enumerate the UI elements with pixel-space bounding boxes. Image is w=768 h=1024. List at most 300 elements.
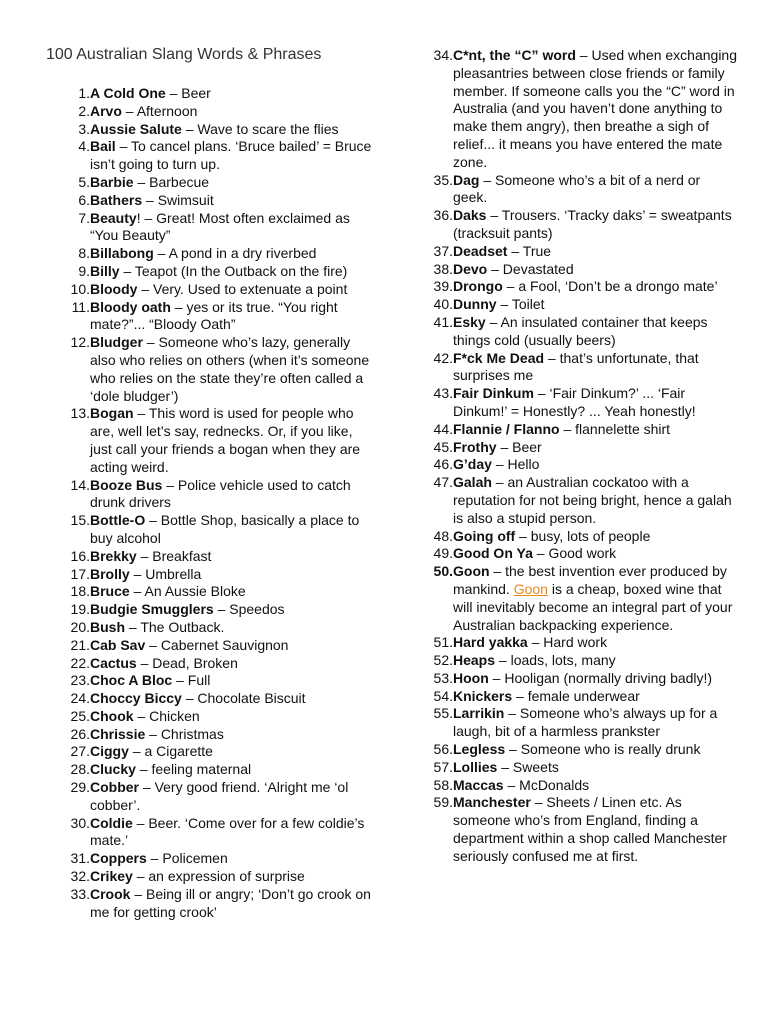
list-item [64, 299, 374, 335]
slang-term: Manchester [453, 794, 531, 811]
item-number: 53. [433, 669, 453, 686]
list-item [64, 886, 374, 922]
item-body [90, 726, 374, 744]
slang-term: Bloody oath [90, 298, 171, 315]
item-body [453, 634, 737, 652]
list-item [64, 477, 374, 513]
item-number: 36. [433, 207, 453, 224]
item-number: 16. [70, 547, 90, 564]
slang-definition: – Hello [491, 456, 540, 473]
slang-term: Maccas [453, 776, 504, 793]
item-number: 58. [433, 776, 453, 793]
slang-term: Good On Ya [453, 545, 533, 562]
slang-term: Budgie Smugglers [90, 601, 214, 618]
list-item [64, 174, 374, 192]
slang-term: Lollies [453, 758, 498, 775]
item-number: 7. [78, 209, 90, 226]
list-item [427, 47, 737, 172]
slang-term: Bogan [90, 405, 134, 422]
item-body [453, 278, 737, 296]
item-number: 52. [433, 652, 453, 669]
slang-definition: – Cabernet Sauvignon [145, 636, 289, 653]
slang-definition: – Beer [496, 438, 542, 455]
slang-term: A Cold One [90, 85, 166, 101]
item-number: 31. [70, 850, 90, 867]
slang-definition: – Beer [165, 85, 211, 101]
slang-definition: – Used when exchanging pleasantries between close friends or family member. If someone calls you the “C” word in Australia (and you haven’t done anything to make them angry), then breathe a sigh of relief... it means you have entered the mate zone. [453, 47, 737, 170]
item-number: 46. [433, 456, 453, 473]
item-number: 12. [70, 334, 90, 351]
slang-definition: – feeling maternal [135, 761, 252, 778]
slang-definition: – Hard work [527, 634, 608, 651]
list-item [64, 548, 374, 566]
item-number: 22. [70, 654, 90, 671]
item-body [90, 690, 374, 708]
item-number: 17. [70, 565, 90, 582]
slang-definition: – Chicken [133, 707, 200, 724]
item-body [90, 761, 374, 779]
list-item [64, 210, 374, 246]
item-body [90, 672, 374, 690]
slang-definition: – Teapot (In the Outback on the fire) [119, 262, 348, 279]
slang-definition: – Someone who’s lazy, generally also who relies on others (when it’s someone who relies on the state they’re often called a ‘dole bludger’) [90, 334, 370, 404]
item-body [90, 601, 374, 619]
list-item [64, 192, 374, 210]
item-body [90, 477, 374, 513]
slang-definition: – an Australian cockatoo with a reputation for not being bright, hence a galah is also a stupid person. [453, 474, 732, 526]
item-number: 25. [70, 707, 90, 724]
list-item [64, 850, 374, 868]
slang-term: Billabong [90, 245, 154, 262]
slang-definition: ! – Great! Most often exclaimed as “You Beauty” [90, 209, 350, 244]
slang-definition: – Sheets / Linen etc. As someone who’s from England, finding a department within a shop called Manchester seriously confused me at first. [453, 794, 727, 864]
list-item [64, 281, 374, 299]
list-item [427, 670, 737, 688]
slang-definition: – An Aussie Bloke [129, 583, 246, 600]
slang-definition: – Beer. ‘Come over for a few coldie’s mate.’ [90, 814, 365, 849]
slang-term: Beauty [90, 209, 137, 226]
slang-term: Coppers [90, 850, 147, 867]
slang-definition: – An insulated container that keeps things cold (usually beers) [453, 313, 708, 348]
item-body [453, 314, 737, 350]
page-title: 100 Australian Slang Words & Phrases [46, 46, 322, 63]
slang-definition: – Dead, Broken [136, 654, 238, 671]
item-number: 30. [70, 814, 90, 831]
slang-term: Brekky [90, 547, 137, 564]
slang-definition: – a Cigarette [128, 743, 213, 760]
item-body [90, 512, 374, 548]
slang-definition: – Someone who is really drunk [505, 741, 701, 758]
list-item [64, 708, 374, 726]
list-item [427, 456, 737, 474]
item-number: 54. [433, 687, 453, 704]
item-number: 18. [70, 583, 90, 600]
item-number: 27. [70, 743, 90, 760]
item-body [453, 474, 737, 527]
item-body [453, 47, 737, 172]
slang-definition: – Devastated [487, 260, 574, 277]
goon-link[interactable]: Goon [513, 580, 548, 597]
list-item [427, 243, 737, 261]
item-body [90, 850, 374, 868]
item-number: 10. [70, 280, 90, 297]
list-item [64, 601, 374, 619]
item-body [453, 350, 737, 386]
list-item [64, 726, 374, 744]
slang-term: Choccy Biccy [90, 690, 182, 707]
item-number: 44. [433, 420, 453, 437]
slang-definition: – Toilet [496, 296, 545, 313]
slang-definition: – female underwear [512, 687, 640, 704]
list-item [427, 474, 737, 527]
item-number: 4. [78, 138, 90, 155]
item-body [90, 103, 374, 121]
slang-definition: – McDonalds [503, 776, 590, 793]
slang-definition: – Policemen [146, 850, 228, 867]
item-body [90, 245, 374, 263]
slang-term: Crook [90, 885, 131, 902]
slang-term: Ciggy [90, 743, 129, 760]
item-number: 19. [70, 601, 90, 618]
slang-term: Bruce [90, 583, 130, 600]
slang-term: Devo [453, 260, 488, 277]
list-item [64, 405, 374, 476]
item-body [90, 548, 374, 566]
slang-definition: – Breakfast [136, 547, 212, 564]
item-number: 6. [78, 191, 90, 208]
item-body [453, 705, 737, 741]
item-number: 11. [71, 298, 90, 315]
slang-term: Aussie Salute [90, 120, 182, 137]
item-number: 2. [78, 102, 90, 119]
slang-definition: – ‘Fair Dinkum?’ ... ‘Fair Dinkum!’ = Honestly? ... Yeah honestly! [453, 385, 696, 419]
list-item [64, 334, 374, 405]
slang-definition: – Very. Used to extenuate a point [137, 280, 348, 297]
item-number: 45. [433, 438, 453, 455]
item-body [453, 261, 737, 279]
item-body [453, 794, 737, 865]
item-body [90, 637, 374, 655]
slang-definition: – Trousers. ‘Tracky daks’ = sweatpants (tracksuit pants) [453, 207, 732, 241]
slang-term: Clucky [90, 761, 136, 778]
list-item [427, 545, 737, 563]
item-number: 23. [70, 672, 90, 689]
item-body [453, 759, 737, 777]
item-body [453, 670, 737, 688]
list-item [427, 741, 737, 759]
slang-term: Cab Sav [90, 636, 146, 653]
item-number: 48. [433, 527, 453, 544]
list-item [64, 121, 374, 139]
slang-definition: – This word is used for people who are, well let’s say, rednecks. Or, if you like, just call your friends a bogan when they are acting weird. [90, 405, 361, 475]
item-body [453, 172, 737, 208]
item-number: 56. [433, 741, 453, 758]
list-item [427, 794, 737, 865]
item-number: 47. [433, 474, 453, 491]
slang-term: Knickers [453, 687, 513, 704]
item-body [90, 583, 374, 601]
slang-definition: – Full [172, 672, 211, 689]
item-number: 50. [433, 563, 453, 580]
item-body [453, 243, 737, 261]
item-number: 42. [433, 349, 453, 366]
slang-definition: – Chocolate Biscuit [181, 690, 306, 707]
list-item [64, 690, 374, 708]
list-item [64, 637, 374, 655]
item-body [90, 619, 374, 637]
slang-term: Barbie [90, 173, 134, 190]
slang-definition: – busy, lots of people [515, 527, 651, 544]
item-number: 1. [78, 85, 90, 101]
slang-term: Fair Dinkum [453, 385, 534, 402]
item-number: 34. [433, 47, 453, 63]
slang-term: Dunny [453, 296, 497, 313]
list-item [64, 672, 374, 690]
slang-definition: – Afternoon [121, 102, 198, 119]
item-number: 14. [70, 476, 90, 493]
item-number: 35. [433, 171, 453, 188]
item-number: 26. [70, 725, 90, 742]
slang-definition: – flannelette shirt [559, 420, 671, 437]
list-item [427, 528, 737, 546]
item-number: 55. [433, 705, 453, 722]
list-item [427, 652, 737, 670]
list-item [64, 583, 374, 601]
slang-term: Galah [453, 474, 492, 491]
slang-term: Chook [90, 707, 134, 724]
list-item [64, 868, 374, 886]
slang-term: Going off [453, 527, 516, 544]
item-body [453, 207, 737, 243]
item-number: 13. [70, 405, 90, 422]
item-body [90, 779, 374, 815]
item-body [453, 385, 737, 421]
list-item [427, 705, 737, 741]
item-body [453, 439, 737, 457]
list-item [427, 759, 737, 777]
slang-definition: – Barbecue [133, 173, 210, 190]
slang-term: Larrikin [453, 705, 505, 722]
list-item [64, 103, 374, 121]
slang-term: Booze Bus [90, 476, 163, 493]
slang-term: Goon [453, 563, 490, 580]
slang-term: G’day [453, 456, 492, 473]
slang-definition: – an expression of surprise [132, 868, 305, 885]
item-number: 20. [70, 618, 90, 635]
slang-term: Esky [453, 313, 486, 330]
item-body [90, 886, 374, 922]
list-item [427, 278, 737, 296]
slang-definition: – loads, lots, many [495, 652, 616, 669]
list-item [64, 619, 374, 637]
item-body [453, 777, 737, 795]
list-item [427, 777, 737, 795]
item-body [453, 296, 737, 314]
item-body [453, 741, 737, 759]
slang-definition: – Someone who’s a bit of a nerd or geek. [453, 171, 701, 206]
slang-term: Billy [90, 262, 120, 279]
slang-definition: – Christmas [145, 725, 224, 742]
list-item [64, 779, 374, 815]
item-number: 49. [433, 545, 453, 562]
list-item [427, 563, 737, 634]
item-number: 51. [433, 634, 453, 651]
item-number: 32. [70, 868, 90, 885]
item-body [90, 210, 374, 246]
slang-term: Legless [453, 741, 506, 758]
slang-term: Bludger [90, 334, 143, 351]
slang-term: Bush [90, 618, 125, 635]
list-item [64, 743, 374, 761]
item-body [90, 299, 374, 335]
list-item [427, 172, 737, 208]
slang-definition: – Umbrella [129, 565, 202, 582]
slang-definition-cont: is a cheap, boxed wine that will inevitably become an integral part of your Australian backpacking experience. [453, 580, 733, 633]
item-number: 43. [433, 385, 453, 402]
list-item [427, 350, 737, 386]
slang-definition: – Sweets [497, 758, 559, 775]
item-body [90, 121, 374, 139]
list-item [64, 245, 374, 263]
slang-definition: – Speedos [213, 601, 285, 618]
slang-definition: – Very good friend. ‘Alright me ‘ol cobber’. [90, 779, 349, 813]
item-body [90, 708, 374, 726]
item-number: 40. [433, 296, 453, 313]
list-item [64, 566, 374, 584]
item-body [90, 174, 374, 192]
list-item [64, 85, 374, 103]
slang-term: Cobber [90, 779, 139, 796]
list-item [64, 263, 374, 281]
slang-term: Chrissie [90, 725, 146, 742]
slang-term: Arvo [90, 102, 122, 119]
item-number: 41. [433, 313, 453, 330]
slang-definition: – a Fool, ‘Don’t be a drongo mate’ [502, 278, 718, 295]
list-item [427, 421, 737, 439]
slang-term: Choc A Bloc [90, 672, 173, 689]
item-number: 59. [433, 794, 453, 811]
item-number: 8. [78, 245, 90, 262]
slang-term: Cactus [90, 654, 137, 671]
item-body [90, 743, 374, 761]
item-number: 21. [70, 636, 90, 653]
list-item [64, 138, 374, 174]
slang-term: Crikey [90, 868, 133, 885]
right-column [427, 47, 737, 866]
item-body [90, 85, 374, 103]
list-item [64, 655, 374, 673]
item-body [453, 563, 737, 634]
item-body [90, 655, 374, 673]
item-number: 15. [70, 512, 90, 529]
slang-definition: – the best invention ever produced by mankind. [453, 563, 727, 597]
slang-definition: – Someone who’s always up for a laugh, bit of a harmless prankster [453, 705, 718, 740]
slang-definition: – that’s unfortunate, that surprises me [453, 349, 699, 384]
slang-definition: – Swimsuit [142, 191, 214, 208]
list-item [427, 634, 737, 652]
item-number: 3. [78, 120, 90, 137]
item-body [90, 334, 374, 405]
item-number: 38. [433, 260, 453, 277]
item-body [453, 652, 737, 670]
item-number: 24. [70, 690, 90, 707]
slang-term: Bail [90, 138, 116, 155]
item-body [453, 545, 737, 563]
item-body [90, 192, 374, 210]
slang-definition: – To cancel plans. ‘Bruce bailed’ = Bruce isn’t going to turn up. [90, 138, 372, 173]
item-body [90, 815, 374, 851]
slang-definition: – Good work [532, 545, 617, 562]
item-number: 29. [70, 779, 90, 796]
item-body [453, 688, 737, 706]
item-number: 33. [70, 885, 90, 902]
slang-term: Flannie / Flanno [453, 420, 560, 437]
item-body [90, 566, 374, 584]
slang-definition: – Bottle Shop, basically a place to buy alcohol [90, 512, 360, 546]
slang-definition: – Police vehicle used to catch drunk drivers [90, 476, 351, 511]
list-item [64, 761, 374, 779]
list-item [427, 385, 737, 421]
item-body [90, 405, 374, 476]
list-item [427, 688, 737, 706]
slang-term: Brolly [90, 565, 130, 582]
item-body [90, 868, 374, 886]
item-body [90, 263, 374, 281]
slang-term: Coldie [90, 814, 133, 831]
item-body [453, 421, 737, 439]
slang-definition: – A pond in a dry riverbed [153, 245, 317, 262]
slang-term: Bottle-O [90, 512, 146, 529]
list-item [64, 512, 374, 548]
item-body [453, 528, 737, 546]
slang-term: Hoon [453, 669, 489, 686]
slang-definition: – Hooligan (normally driving badly!) [488, 669, 713, 686]
slang-term: Deadset [453, 242, 508, 259]
list-item [427, 261, 737, 279]
slang-definition: – Being ill or angry; ‘Don’t go crook on me for getting crook’ [90, 885, 371, 920]
slang-definition: – Wave to scare the flies [181, 120, 339, 137]
item-number: 57. [433, 758, 453, 775]
item-number: 37. [433, 242, 453, 259]
slang-term: C*nt, the “C” word [453, 47, 576, 63]
slang-term: F*ck Me Dead [453, 349, 545, 366]
slang-definition: – yes or its true. “You right mate?”... “Bloody Oath” [90, 298, 338, 333]
slang-term: Daks [453, 207, 487, 224]
item-number: 9. [78, 262, 90, 279]
item-body [90, 138, 374, 174]
slang-term: Bathers [90, 191, 143, 208]
slang-term: Dag [453, 171, 480, 188]
list-item [64, 815, 374, 851]
list-item [427, 296, 737, 314]
slang-term: Bloody [90, 280, 138, 297]
left-column [64, 85, 374, 921]
item-number: 28. [70, 761, 90, 778]
slang-term: Hard yakka [453, 634, 528, 651]
slang-definition: – True [507, 242, 552, 259]
slang-term: Heaps [453, 652, 496, 669]
slang-term: Frothy [453, 438, 497, 455]
item-number: 5. [78, 173, 90, 190]
slang-term: Drongo [453, 278, 503, 295]
item-body [90, 281, 374, 299]
list-item [427, 439, 737, 457]
item-body [453, 456, 737, 474]
item-number: 39. [433, 278, 453, 295]
list-item [427, 314, 737, 350]
slang-definition: – The Outback. [125, 618, 225, 635]
list-item [427, 207, 737, 243]
